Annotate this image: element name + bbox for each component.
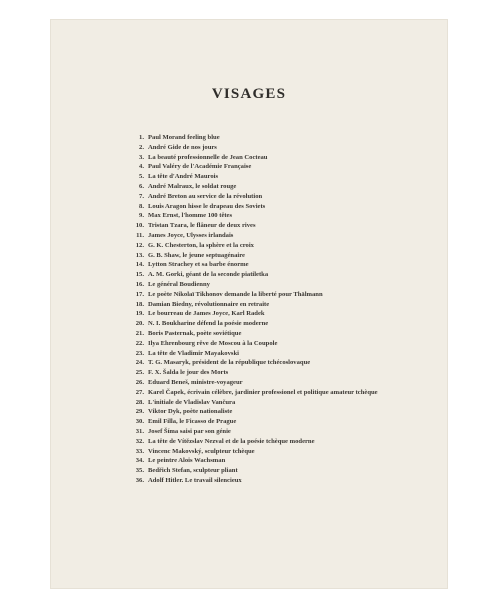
list-item	[133, 133, 443, 143]
item-number: 36.	[135, 476, 144, 484]
list-item	[133, 290, 443, 300]
list-item	[133, 349, 443, 359]
item-text: Lytton Strachey et sa barbe énorme	[148, 261, 249, 269]
item-number: 25.	[135, 369, 144, 377]
item-text: G. B. Shaw, le jeune septuagénaire	[148, 251, 245, 259]
item-number: 13.	[135, 251, 144, 259]
list-item	[133, 143, 443, 153]
item-number: 12.	[135, 241, 144, 249]
list-item	[133, 319, 443, 329]
item-text: T. G. Masaryk, président de la république tchécoslovaque	[148, 359, 311, 367]
item-text: Eduard Beneš, ministre-voyageur	[148, 378, 243, 386]
list-item	[133, 260, 443, 270]
item-text: F. X. Šalda le jour des Morts	[148, 369, 229, 377]
item-text: Le général Boudienny	[148, 280, 210, 288]
item-text: Boris Pasternak, poète soviétique	[148, 329, 242, 337]
item-text: André Gide de nos jours	[148, 143, 217, 151]
item-text: Le poète Nikolaï Tikhonov demande la liberté pour Thälmann	[148, 290, 323, 298]
item-number: 23.	[135, 349, 144, 357]
list-item	[133, 437, 443, 447]
item-number: 14.	[135, 261, 144, 269]
list-item	[133, 241, 443, 251]
item-text: Vincenc Makovský, sculpteur tchèque	[148, 447, 255, 455]
item-number: 11.	[136, 231, 144, 239]
item-number: 22.	[135, 339, 144, 347]
item-text: La tête de Vladimir Mayakovski	[148, 349, 239, 357]
list-item	[133, 339, 443, 349]
item-text: Bedřich Stefan, sculpteur pliant	[148, 467, 238, 475]
list-item	[133, 368, 443, 378]
list-item	[133, 192, 443, 202]
item-text: Emil Filla, le Ficasso de Prague	[148, 418, 237, 426]
list-item	[133, 153, 443, 163]
item-text: N. I. Boukharine défend la poésie moderne	[148, 320, 269, 328]
item-number: 8.	[139, 202, 144, 210]
item-text: Tristan Tzara, le flâneur de deux rives	[148, 222, 256, 230]
list-item	[133, 182, 443, 192]
item-text: Josef Šíma saisi par son génie	[148, 427, 231, 435]
item-number: 3.	[139, 153, 144, 161]
item-number: 5.	[139, 173, 144, 181]
item-text: Viktor Dyk, poète nationaliste	[148, 408, 233, 416]
list-item	[133, 221, 443, 231]
list-item	[133, 309, 443, 319]
list-item	[133, 476, 443, 486]
list-item	[133, 378, 443, 388]
list-item	[133, 280, 443, 290]
item-text: L'initiale de Vladislav Vančura	[148, 398, 236, 406]
item-text: Louis Aragon hisse le drapeau des Soviets	[148, 202, 266, 210]
item-text: Max Ernst, l'homme 100 têtes	[148, 212, 233, 220]
item-number: 6.	[139, 182, 144, 190]
item-text: Le peintre Alois Wachsman	[148, 457, 226, 465]
item-number: 31.	[135, 427, 144, 435]
list-item	[133, 358, 443, 368]
list-item	[133, 388, 443, 398]
list-item	[133, 251, 443, 261]
list-item	[133, 162, 443, 172]
item-text: André Breton au service de la révolution	[148, 192, 263, 200]
list-item	[133, 329, 443, 339]
item-text: La tête d'André Maurois	[148, 173, 219, 181]
item-number: 17.	[135, 290, 144, 298]
item-number: 32.	[135, 437, 144, 445]
item-number: 35.	[135, 467, 144, 475]
item-text: Paul Valéry de l'Académie Française	[148, 163, 252, 171]
list-item	[133, 398, 443, 408]
item-number: 15.	[135, 271, 144, 279]
item-text: Damian Biedny, révolutionnaire en retraite	[148, 300, 270, 308]
item-number: 2.	[139, 143, 144, 151]
item-number: 9.	[139, 212, 144, 220]
list-item	[133, 202, 443, 212]
item-text: James Joyce, Ulysses irlandais	[148, 231, 234, 239]
item-number: 28.	[135, 398, 144, 406]
list-item	[133, 407, 443, 417]
list-item	[133, 417, 443, 427]
item-number: 29.	[135, 408, 144, 416]
list-item	[133, 300, 443, 310]
list-item	[133, 270, 443, 280]
item-number: 21.	[135, 329, 144, 337]
item-number: 16.	[135, 280, 144, 288]
page-title: VISAGES	[211, 86, 287, 102]
list-item	[133, 427, 443, 437]
list-item	[133, 211, 443, 221]
item-number: 4.	[139, 163, 144, 171]
item-number: 10.	[135, 222, 144, 230]
item-number: 27.	[135, 388, 144, 396]
item-text: Ilya Ehrenbourg rêve de Moscou à la Coupole	[148, 339, 278, 347]
item-text: André Malraux, le soldat rouge	[148, 182, 237, 190]
list-item	[133, 466, 443, 476]
item-text: A. M. Gorki, géant de la seconde piatiletka	[148, 271, 269, 279]
contents-list	[133, 133, 443, 486]
item-number: 34.	[135, 457, 144, 465]
item-text: G. K. Chesterton, la sphère et la croix	[148, 241, 254, 249]
item-number: 7.	[139, 192, 144, 200]
item-text: Karel Čapek, écrivain célèbre, jardinier professionel et politique amateur tchèque	[148, 388, 378, 396]
list-item	[133, 456, 443, 466]
list-item	[133, 231, 443, 241]
item-number: 1.	[139, 134, 144, 141]
book-page	[51, 20, 447, 588]
item-number: 19.	[135, 310, 144, 318]
item-text: La tête de Vítězslav Nezval et de la poésie tchèque moderne	[148, 437, 315, 445]
item-text: Paul Morand feeling blue	[148, 134, 220, 141]
list-item	[133, 447, 443, 457]
item-number: 18.	[135, 300, 144, 308]
item-number: 26.	[135, 378, 144, 386]
item-number: 33.	[135, 447, 144, 455]
item-text: La beauté professionnelle de Jean Cocteau	[148, 153, 268, 161]
item-text: Le bourreau de James Joyce, Karl Radek	[148, 310, 265, 318]
item-number: 30.	[135, 418, 144, 426]
item-text: Adolf Hitler. Le travail silencieux	[148, 476, 242, 484]
list-item	[133, 172, 443, 182]
item-number: 20.	[135, 320, 144, 328]
item-number: 24.	[135, 359, 144, 367]
